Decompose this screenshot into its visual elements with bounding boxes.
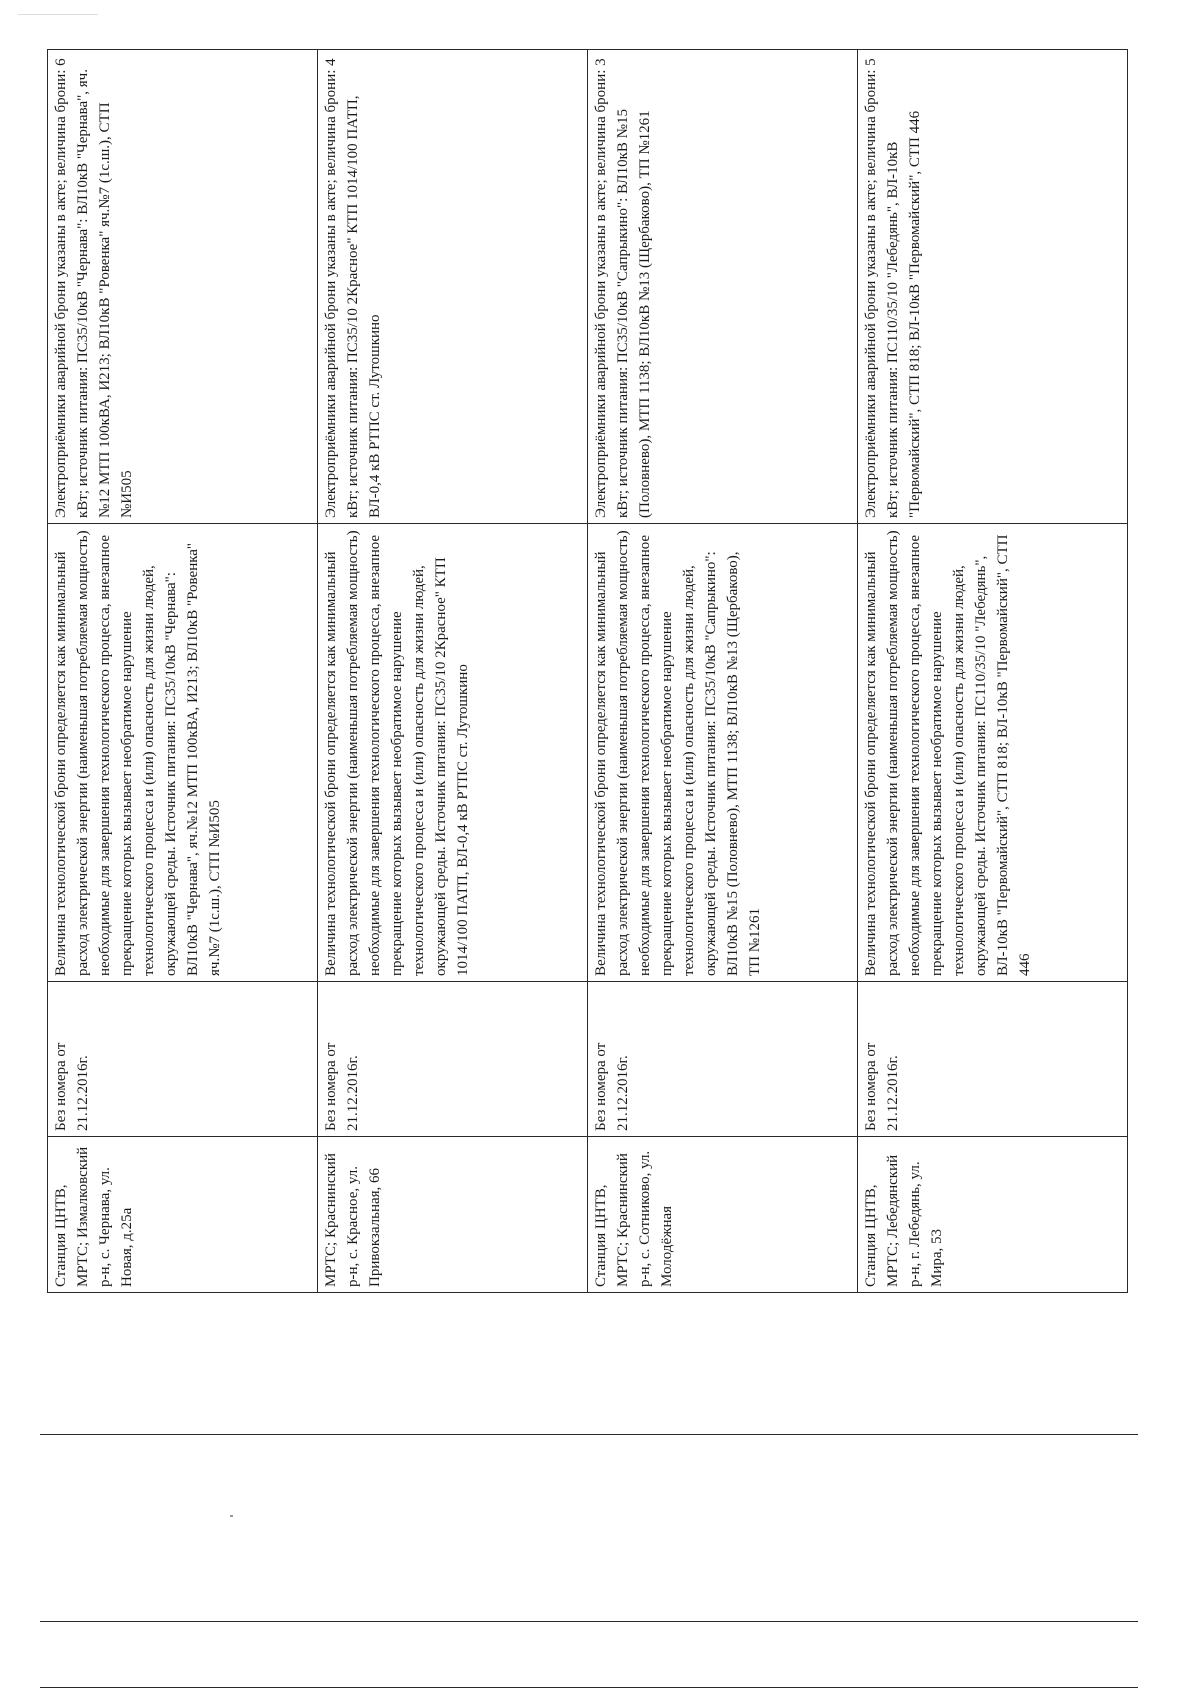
act-cell: Без номера от 21.12.2016г.	[48, 982, 318, 1137]
emergency-reserve-cell: Электроприёмники аварийной брони указаны в акте; величина брони: 6 кВт; источник питания: ПС35/10кВ "Чернава": ВЛ10кВ "Чернава", яч.№12 МТП 100кВА, И213; ВЛ10кВ "Ровенка" яч.№7 (1с.ш.), СТП №И505	[48, 50, 318, 524]
reservation-table	[47, 49, 1128, 1293]
emergency-reserve-cell: Электроприёмники аварийной брони указаны в акте; величина брони: 5 кВт; источник питания: ПС110/35/10 "Лебедянь", ВЛ-10кВ "Первомайский", СТП 818; ВЛ-10кВ "Первомайский", СТП 446	[858, 50, 1128, 524]
object-cell: Станция ЦНТВ, МРТС; Краснинский р-н, с. Сотниково, ул. Молодёжная	[588, 1137, 858, 1293]
object-cell: Станция ЦНТВ, МРТС; Лебедянский р-н, г. Лебедянь, ул. Мира, 53	[858, 1137, 1128, 1293]
act-cell: Без номера от 21.12.2016г.	[588, 982, 858, 1137]
tech-reserve-cell: Величина технологической брони определяется как минимальный расход электрической энергии (наименьшая потребляемая мощность) необходимые для завершения технологического процесса, внезапное прекращение которых вызывает необратимое нарушение технологического процесса и (или) опасность для жизни людей, окружающей среды. Источник питания: ПС35/10кВ "Сапрыкино": ВЛ10кВ №15 (Половнево), МТП 1138; ВЛ10кВ №13 (Щербаково), ТП №1261	[588, 524, 858, 982]
rotated-table-container	[47, 50, 1129, 1293]
act-cell: Без номера от 21.12.2016г.	[858, 982, 1128, 1137]
tech-reserve-cell: Величина технологической брони определяется как минимальный расход электрической энергии (наименьшая потребляемая мощность) необходимые для завершения технологического процесса, внезапное прекращение которых вызывает необратимое нарушение технологического процесса и (или) опасность для жизни людей, окружающей среды. Источник питания: ПС110/35/10 "Лебедянь", ВЛ-10кВ "Первомайский", СТП 818; ВЛ-10кВ "Первомайский", СТП 446	[858, 524, 1128, 982]
scan-speck	[230, 1515, 233, 1517]
table-row	[588, 50, 858, 1293]
emergency-reserve-cell: Электроприёмники аварийной брони указаны в акте; величина брони: 4 кВт; источник питания: ПС35/10 2Красное" КТП 1014/100 ПАТП, ВЛ-0,4 кВ РТПС ст. Лутошкино	[318, 50, 588, 524]
tech-reserve-cell: Величина технологической брони определяется как минимальный расход электрической энергии (наименьшая потребляемая мощность) необходимые для завершения технологического процесса, внезапное прекращение которых вызывает необратимое нарушение технологического процесса и (или) опасность для жизни людей, окружающей среды. Источник питания: ПС35/10 2Красное" КТП 1014/100 ПАТП, ВЛ-0,4 кВ РТПС ст. Лутошкино	[318, 524, 588, 982]
object-cell: МРТС; Краснинский р-н, с. Красное, ул. Привокзальная, 66	[318, 1137, 588, 1293]
table-row	[318, 50, 588, 1293]
divider-line	[40, 1687, 1138, 1688]
tech-reserve-cell: Величина технологической брони определяется как минимальный расход электрической энергии (наименьшая потребляемая мощность) необходимые для завершения технологического процесса, внезапное прекращение которых вызывает необратимое нарушение технологического процесса и (или) опасность для жизни людей, окружающей среды. Источник питания: ПС35/10кВ "Чернава": ВЛ10кВ "Чернава", яч.№12 МТП 100кВА, И213; ВЛ10кВ "Ровенка" яч.№7 (1с.ш.), СТП №И505	[48, 524, 318, 982]
divider-line	[40, 1434, 1138, 1435]
scan-speck	[18, 14, 98, 15]
divider-line	[40, 1621, 1138, 1622]
table-row	[858, 50, 1128, 1293]
emergency-reserve-cell: Электроприёмники аварийной брони указаны в акте; величина брони: 3 кВт; источник питания: ПС35/10кВ "Сапрыкино": ВЛ10кВ №15 (Половнево), МТП 1138; ВЛ10кВ №13 (Щербаково), ТП №1261	[588, 50, 858, 524]
table-row	[48, 50, 318, 1293]
object-cell: Станция ЦНТВ, МРТС; Измалковский р-н, с. Чернава, ул. Новая, д.25а	[48, 1137, 318, 1293]
act-cell: Без номера от 21.12.2016г.	[318, 982, 588, 1137]
